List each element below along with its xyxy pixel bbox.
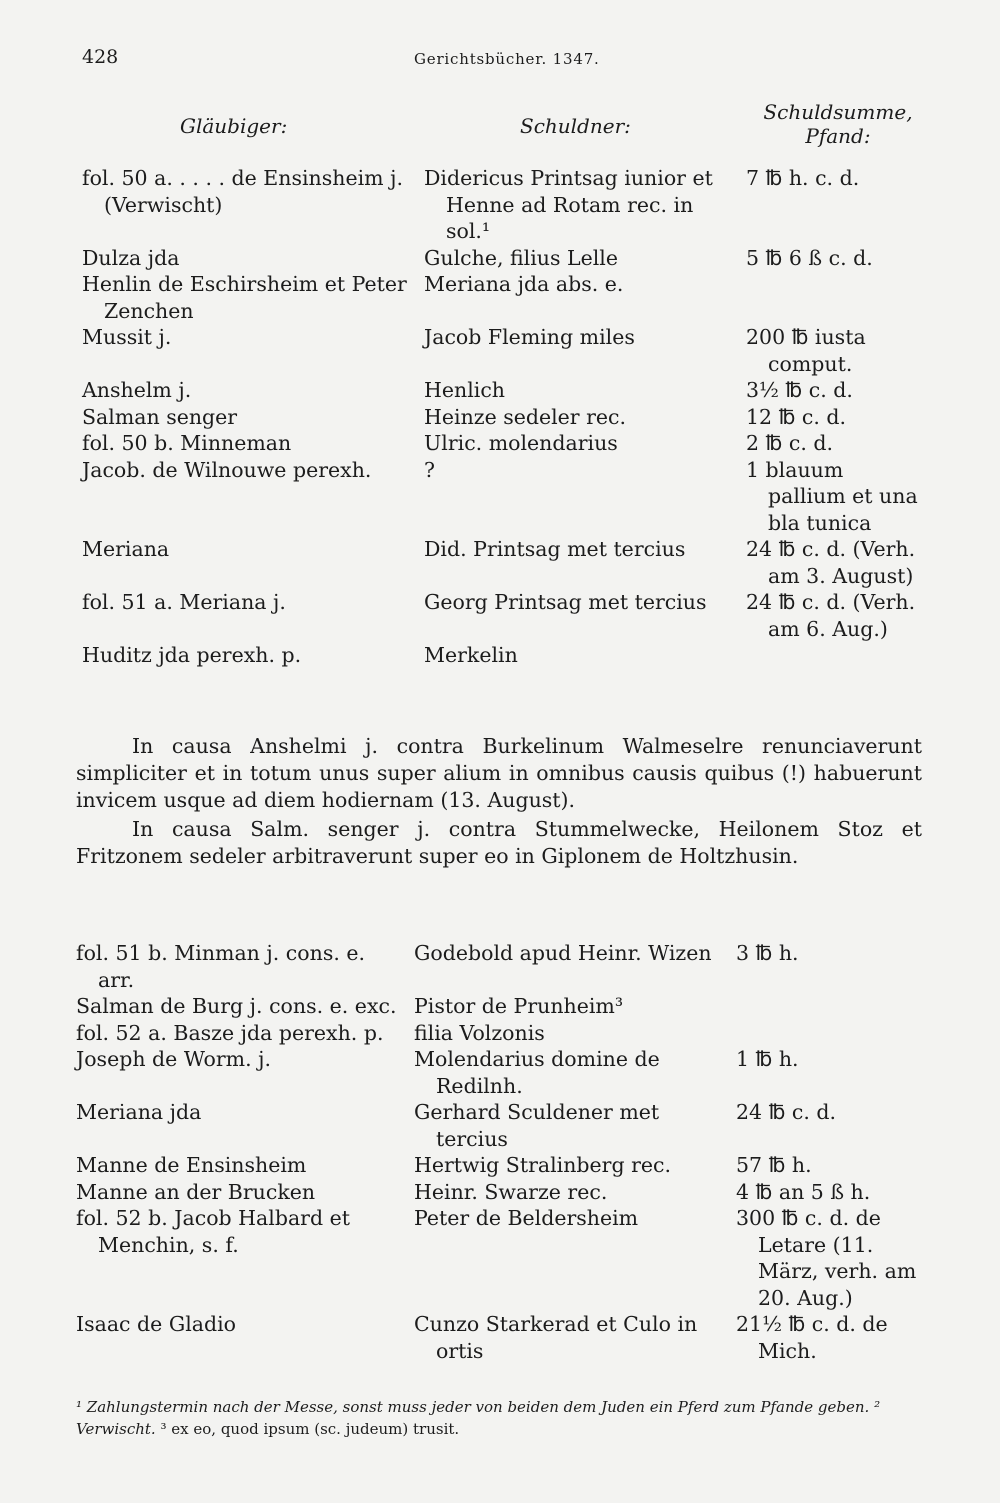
- debtor-cell: Ulric. molendarius: [424, 431, 618, 455]
- table-row: [0, 940, 1000, 993]
- amount-cell: 24 ℔ c. d. (Verh. am 6. Aug.): [746, 590, 916, 641]
- amount-cell: 1 blauum pallium et una bla tunica: [746, 457, 918, 535]
- table-row: [0, 404, 1000, 431]
- table-row: [0, 1099, 1000, 1152]
- creditor-cell: Manne an der Brucken: [76, 1179, 316, 1204]
- creditor-cell: fol. 51 a. Meriana j.: [82, 590, 286, 614]
- creditor-cell: Meriana: [82, 537, 170, 561]
- creditor-cell: fol. 52 a. Basze jda perexh. p.: [76, 1020, 384, 1045]
- amount-cell: 300 ℔ c. d. de Letare (11. März, verh. am 20. Aug.): [736, 1206, 917, 1310]
- table-row: [0, 165, 1000, 245]
- creditor-cell: fol. 51 b. Minman j. cons. e. arr.: [76, 941, 366, 992]
- amount-cell: 7 ℔ h. c. d.: [746, 166, 860, 190]
- table-row: [0, 1311, 1000, 1364]
- amount-cell: 5 ℔ 6 ß c. d.: [746, 245, 873, 270]
- column-header-creditor: Gläubiger:: [180, 114, 288, 138]
- debtor-cell: Heinze sedeler rec.: [424, 404, 627, 429]
- amount-cell: [746, 642, 926, 669]
- creditor-cell: fol. 50 b. Minneman: [82, 431, 292, 455]
- amount-cell: 3½ ℔ c. d.: [746, 378, 853, 402]
- table-row: [0, 1205, 1000, 1311]
- table-row: [0, 377, 1000, 404]
- table-row: [0, 1046, 1000, 1099]
- creditor-cell: Joseph de Worm. j.: [76, 1047, 271, 1071]
- table-row: [0, 457, 1000, 537]
- debtor-cell: Didericus Printsag iunior et Henne ad Rotam rec. in sol.¹: [424, 166, 713, 243]
- creditor-cell: fol. 50 a. . . . . de Ensinsheim j. (Verwischt): [82, 166, 403, 217]
- table-row: [0, 1152, 1000, 1179]
- table-row: [0, 430, 1000, 457]
- debtor-cell: Gerhard Sculdener met tercius: [414, 1100, 660, 1151]
- paragraph-1-text: In causa Anshelmi j. contra Burkelinum Walmeselre renunciaverunt simpliciter et in totum unus super alium in omnibus causis quibus (!) habuerunt invicem usque ad diem hodiernam (13. August).: [76, 734, 922, 812]
- page-number: 428: [82, 46, 119, 68]
- amount-cell: 24 ℔ c. d.: [736, 1100, 837, 1124]
- table-row: [0, 993, 1000, 1020]
- paragraph-2-text: In causa Salm. senger j. contra Stummelwecke, Heilonem Stoz et Fritzonem sedeler arbitraverunt super eo in Giplonem de Holtzhusin.: [76, 817, 922, 868]
- creditor-cell: fol. 52 b. Jacob Halbard et Menchin, s. f.: [76, 1206, 350, 1257]
- debtor-cell: Meriana jda abs. e.: [424, 272, 624, 296]
- amount-cell: [736, 993, 921, 1020]
- creditor-cell: Anshelm j.: [82, 378, 192, 402]
- running-title: Gerichtsbücher. 1347.: [414, 50, 600, 68]
- amount-cell: 57 ℔ h.: [736, 1153, 812, 1177]
- debtor-cell: Merkelin: [424, 643, 518, 667]
- debtor-cell: Godebold apud Heinr. Wizen: [414, 941, 712, 965]
- debtor-cell: Molendarius domine de Redilnh.: [414, 1047, 660, 1098]
- debtor-cell: ?: [424, 457, 435, 482]
- amount-cell: 24 ℔ c. d. (Verh. am 3. August): [746, 537, 916, 588]
- amount-cell: 200 ℔ iusta comput.: [746, 325, 866, 376]
- debtor-cell: Pistor de Prunheim³: [414, 994, 624, 1018]
- debt-table-1: [0, 165, 1000, 669]
- column-header-debtor: Schuldner:: [520, 114, 631, 138]
- creditor-cell: Huditz jda perexh. p.: [82, 643, 302, 667]
- footnote-2: ² Verwischt.: [76, 1398, 881, 1438]
- table-row: [0, 642, 1000, 669]
- amount-cell: 2 ℔ c. d.: [746, 431, 833, 455]
- debtor-cell: Cunzo Starkerad et Culo in ortis: [414, 1312, 698, 1363]
- amount-cell: 12 ℔ c. d.: [746, 404, 847, 429]
- amount-cell: 4 ℔ an 5 ß h.: [736, 1179, 871, 1204]
- creditor-cell: Dulza jda: [82, 245, 180, 270]
- debtor-cell: Did. Printsag met tercius: [424, 537, 686, 561]
- debt-table-2: [0, 940, 1000, 1364]
- debtor-cell: Jacob Fleming miles: [424, 325, 635, 349]
- debtor-cell: Gulche, filius Lelle: [424, 245, 618, 270]
- amount-cell: 3 ℔ h.: [736, 941, 799, 965]
- paragraph-2: [76, 816, 922, 870]
- footnotes: [76, 1396, 922, 1440]
- column-header-amount: Schuldsumme, Pfand:: [763, 100, 913, 148]
- debtor-cell: Georg Printsag met tercius: [424, 590, 707, 614]
- table-row: [0, 536, 1000, 589]
- table-row: [0, 1179, 1000, 1206]
- creditor-cell: Meriana jda: [76, 1100, 202, 1124]
- table-row: [0, 245, 1000, 272]
- creditor-cell: Salman de Burg j. cons. e. exc.: [76, 994, 397, 1018]
- footnote-1: ¹ Zahlungstermin nach der Messe, sonst muss jeder von beiden dem Juden ein Pferd zum Pfande geben.: [76, 1398, 870, 1416]
- paragraph-1: [76, 733, 922, 814]
- table-row: [0, 589, 1000, 642]
- debtor-cell: Henlich: [424, 378, 506, 402]
- creditor-cell: Jacob. de Wilnouwe perexh.: [82, 457, 372, 482]
- creditor-cell: Isaac de Gladio: [76, 1312, 237, 1336]
- creditor-cell: Mussit j.: [82, 325, 172, 349]
- amount-cell: 1 ℔ h.: [736, 1047, 799, 1071]
- debtor-cell: Peter de Beldersheim: [414, 1206, 639, 1230]
- debtor-cell: Hertwig Stralinberg rec.: [414, 1153, 672, 1177]
- amount-cell: 21½ ℔ c. d. de Mich.: [736, 1312, 888, 1363]
- creditor-cell: Salman senger: [82, 404, 238, 429]
- creditor-cell: Henlin de Eschirsheim et Peter Zenchen: [82, 272, 407, 323]
- debtor-cell: Heinr. Swarze rec.: [414, 1179, 608, 1204]
- creditor-cell: Manne de Ensinsheim: [76, 1153, 307, 1177]
- table-row: [0, 1020, 1000, 1047]
- table-row: [0, 324, 1000, 377]
- footnote-3: ³ ex eo, quod ipsum (sc. judeum) trusit.: [160, 1420, 460, 1438]
- table-row: [0, 271, 1000, 324]
- amount-cell: [746, 271, 926, 324]
- debtor-cell: filia Volzonis: [414, 1020, 545, 1045]
- amount-cell: [736, 1020, 921, 1047]
